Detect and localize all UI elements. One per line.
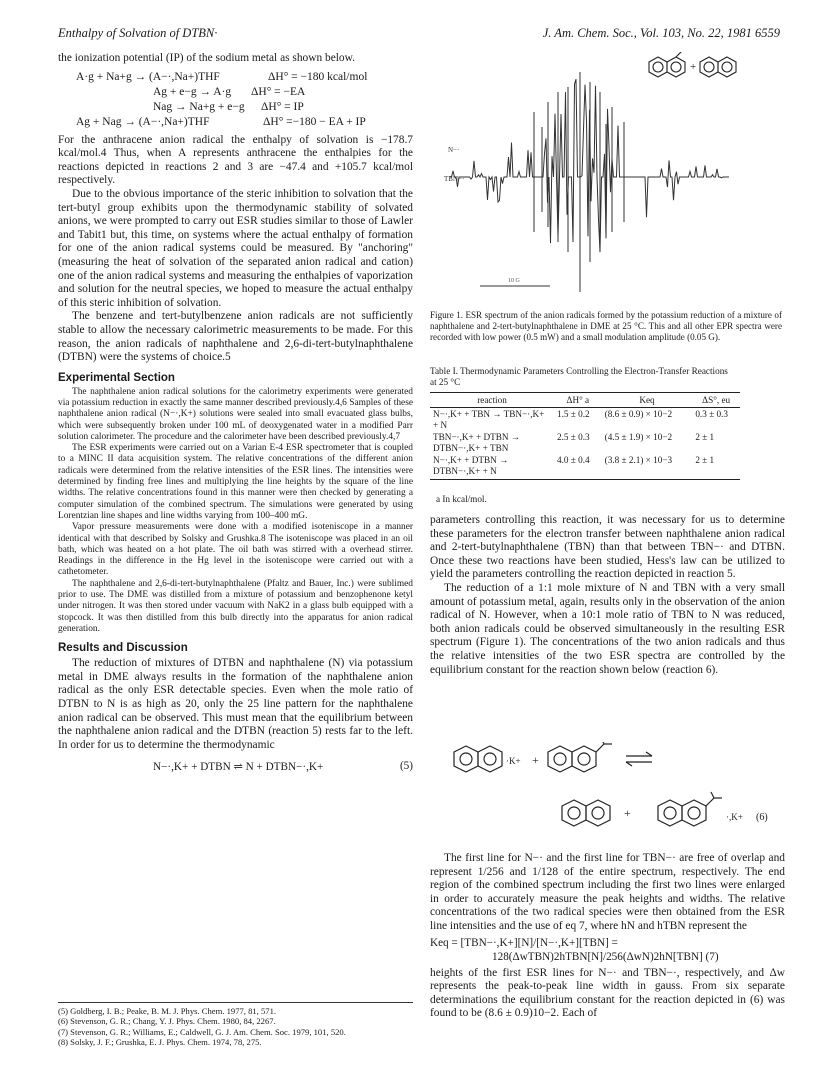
table-header: ΔH° a (554, 393, 602, 408)
esr-spectrum-figure (430, 52, 785, 307)
equation-number: (6) (756, 812, 768, 823)
section-heading: Results and Discussion (58, 642, 188, 655)
plus-sign: + (532, 753, 539, 767)
table-header: Keq (602, 393, 693, 408)
paragraph: For the anthracene anion radical the enthalpy of solvation is −178.7 kcal/mol.4 Thus, when A represents anthracene the enthalpies for the reactions depicted in reactions 2 and 3 are −47.4 and +105.7 kcal/mol respectively. (58, 133, 413, 187)
intro-text: the ionization potential (IP) of the sodium metal as shown below. (58, 52, 355, 64)
k-label-2: ·,K+ (726, 812, 743, 822)
reaction-6-svg (430, 742, 785, 846)
table-cell: TBN−·,K+ + DTBN → DTBN−·,K+ + TBN (433, 432, 520, 453)
thermodynamic-table (430, 392, 740, 480)
table-cell: 2.5 ± 0.3 (557, 432, 590, 442)
paragraph: The naphthalene and 2,6-di-tert-butylnaphthalene (Pfaltz and Bauer, Inc.) were sublimed prior to use. The DME was distilled from a mixture of potassium and benzophenone ketyl under nitrogen. It was then stored under vacuum with NaK2 in a glass bulb equipped with a stopcock. It was then distilled from this bulb directly into the apparatus for anion radical generation. (58, 578, 413, 634)
table-cell: 1.5 ± 0.2 (557, 409, 590, 419)
paragraph: Vapor pressure measurements were done with a modified isoteniscope in a manner identical with that described by Solsky and Grushka.8 The isoteniscope was placed in an oil bath, which was heated on a hot plate. The oil bath was stirred with a overhead stirrer. Readings in the difference in the Hg level in the isoteniscope were carried out with a cathetometer. (58, 522, 413, 578)
right-text-2 (430, 852, 785, 1021)
equation-7b: 128(ΔwTBN)2hTBN[N]/256(ΔwN)2hN[TBN] (7) (492, 950, 719, 963)
table-row (430, 431, 740, 454)
left-column (58, 52, 413, 781)
right-text-1 (430, 514, 785, 677)
paragraph: The reduction of a 1:1 mole mixture of N and TBN with a very small amount of potassium metal, again, results only in the observation of the anion radical of N. However, when a 10:1 mole ratio of TBN to N was reduced, both anion radicals could be observed simultaneously in the resulting ESR spectrum (Figure 1). The concentrations of the two anion radicals and thus the relative intensities of the two ESR spectra are controlled by the equilibrium constant for the reaction shown below (reaction 6). (430, 581, 785, 676)
section-heading: Experimental Section (58, 371, 175, 384)
equation-5: N−·,K+ + DTBN ⇌ N + DTBN−·,K+ (5) (153, 760, 413, 774)
table-cell: (3.8 ± 2.1) × 10−3 (602, 454, 693, 480)
paragraph: The benzene and tert-butylbenzene anion radicals are not sufficiently stable to allow the necessary calorimetric measurements to be made. For this reason, the anion radicals of naphthalene and 2,6-di-tert-butylnaphthalene (DTBN) were the systems of choice.5 (58, 310, 413, 364)
footnote: (5) Goldberg, I. B.; Peake, B. M. J. Phys. Chem. 1977, 81, 571. (58, 1006, 277, 1016)
table-cell: 2 ± 1 (695, 432, 715, 442)
paragraph: heights of the first ESR lines for N−· and TBN−·, respectively, and Δw represents the peak-to-peak line width in gauss. From six separate determinations the equilibrium constant for the reaction depicted in (6) was found to be (8.6 ± 0.9)10−2. Each of (430, 966, 785, 1020)
scale-label: 10 G (508, 278, 520, 284)
table-cell: N−·,K+ + DTBN → DTBN−·,K+ + N (430, 454, 554, 480)
figure-caption: Figure 1. ESR spectrum of the anion radicals formed by the potassium reduction of a mixture of naphthalene and 2-tert-butylnaphthalene in DME at 25 °C. This and all other EPR spectra were recorded with low power (0.5 mW) and a small modulation amplitude (0.05 G). (430, 310, 782, 342)
table-footnote: a In kcal/mol. (436, 494, 487, 504)
molecule-structures (649, 52, 736, 77)
table-cell: 4.0 ± 0.4 (554, 454, 602, 480)
esr-spectrum-svg (430, 52, 785, 307)
plus-sign: + (624, 806, 631, 820)
equation-1: A·g + Na+g → (A−·,Na+)THF ΔH° = −180 kcal/mol (76, 70, 368, 83)
footnote: (7) Stevenson, G. R.; Williams, E.; Caldwell, G. J. Am. Chem. Soc. 1979, 101, 520. (58, 1026, 346, 1037)
table-cell: (8.6 ± 0.9) × 10−2 (604, 409, 673, 419)
equation-3: Nag → Na+g + e−g ΔH° = IP (153, 100, 304, 113)
footnote: (8) Solsky, J. F.; Grushka, E. J. Phys. Chem. 1974, 78, 275. (58, 1037, 262, 1048)
label-n-radical: N−· (448, 146, 460, 154)
table-row (430, 408, 740, 432)
footnotes (58, 1002, 413, 1048)
paragraph: The naphthalene anion radical solutions for the calorimetry experiments were generated via potassium reduction in exactly the same manner described previously.4,6 Samples of these naphthalene anion radical (N−·,K+) solutions were sealed into small evacuated glass bulbs, which were subsequently broken under 100 mL of deoxygenated water in a modified Parr solution calorimeter. The procedure and the calorimeter have been described previously.4,7 (58, 386, 413, 442)
paragraph: Due to the obvious importance of the steric inhibition to solvation that the tert-butyl group exhibits upon the thermodynamic stability of solvated anions, we were prompted to carry out ESR studies similar to those of Lawler and Tabit1 but, this time, on systems where the actual enthalpy of formation for one of the anion radical systems could be measured. By "anchoring" (measuring the heat of solvation of the separated anion radical and cation) one of the anion radical systems and measuring the enthalpies of vaporization and solution for the neutral species, we hoped to measure the actual enthalpy of this steric inhibition of solvation. (58, 187, 413, 309)
plus-sign: + (690, 61, 697, 73)
k-label: ·K+ (506, 756, 521, 766)
equation-4: Ag + Nag → (A−·,Na+)THF ΔH° =−180 − EA + IP (76, 115, 366, 128)
footnote: (6) Stevenson, G. R.; Chang, Y. J. Phys. Chem. 1980, 84, 2267. (58, 1016, 276, 1027)
table-header: reaction (430, 393, 554, 408)
running-header-left: Enthalpy of Solvation of DTBN· (58, 26, 218, 40)
running-header-right: J. Am. Chem. Soc., Vol. 103, No. 22, 1981 6559 (542, 26, 780, 40)
label-tbn-radical: TBN−· (444, 175, 465, 183)
table-row (430, 454, 740, 480)
table-cell: 0.3 ± 0.3 (695, 409, 728, 419)
spectrum-trace (450, 72, 729, 292)
table-cell: N−·,K+ + TBN → TBN−·,K+ + N (433, 409, 545, 430)
paragraph: The ESR experiments were carried out on a Varian E-4 ESR spectrometer that is coupled to a MINC II data acquisition system. The relative concentrations of the different anion radicals were determined from the relative intensities of the ESR lines. The intensities were determined by finding free lines and multiplying the line heights by the square of the line widths. The relative concentrations found in this manner were then checked by generating a computer simulation of the combined spectrum. The simulations were generated by using Lorentzian line shapes and line widths varying from 100–400 mG. (58, 443, 413, 521)
equation-2: Ag + e−g → A·g ΔH° = −EA (153, 85, 306, 98)
paragraph: The first line for N−· and the first line for TBN−· are free of overlap and represent 1/256 and 1/128 of the entire spectrum, respectively. The end region of the combined spectrum including the first two lines were enlarged in order to accurately measure the peak heights and widths. The relative concentrations of the two radical species were then obtained from the ESR line intensities and the use of eq 7, where hN and hTBN represent the (430, 852, 785, 932)
table-header-row (430, 393, 740, 408)
table-cell: (4.5 ± 1.9) × 10−2 (604, 432, 673, 442)
reaction-6-scheme (430, 742, 785, 846)
equation-7a: Keq = [TBN−·,K+][N]/[N−·,K+][TBN] = (430, 936, 618, 949)
table-title: Table I. Thermodynamic Parameters Controlling the Electron-Transfer Reactions at 25 °C (430, 366, 728, 387)
paragraph: parameters controlling this reaction, it was necessary for us to determine these parameters for the electron transfer between naphthalene anion radical and 2-tert-butylnaphthalene (TBN) than that between TBN−· and DTBN. Once these two reactions have been studied, Hess's law can be utilized to yield the parameters controlling the reaction depicted in reaction 5. (430, 514, 785, 581)
table-cell: 2 ± 1 (692, 454, 740, 480)
table-header: ΔS°, eu (692, 393, 740, 408)
paragraph: The reduction of mixtures of DTBN and naphthalene (N) via potassium metal in DME always results in the formation of the naphthalene anion radical as the only ESR detectable species. Even when the mole ratio of DTBN to N is as high as 20, only the 25 line pattern for the naphthalene anion radical can be observed. This must mean that the equilibrium between the naphthalene anion radical and the DTBN (reaction 5) rests far to the left. In order for us to determine the thermodynamic (58, 657, 413, 751)
